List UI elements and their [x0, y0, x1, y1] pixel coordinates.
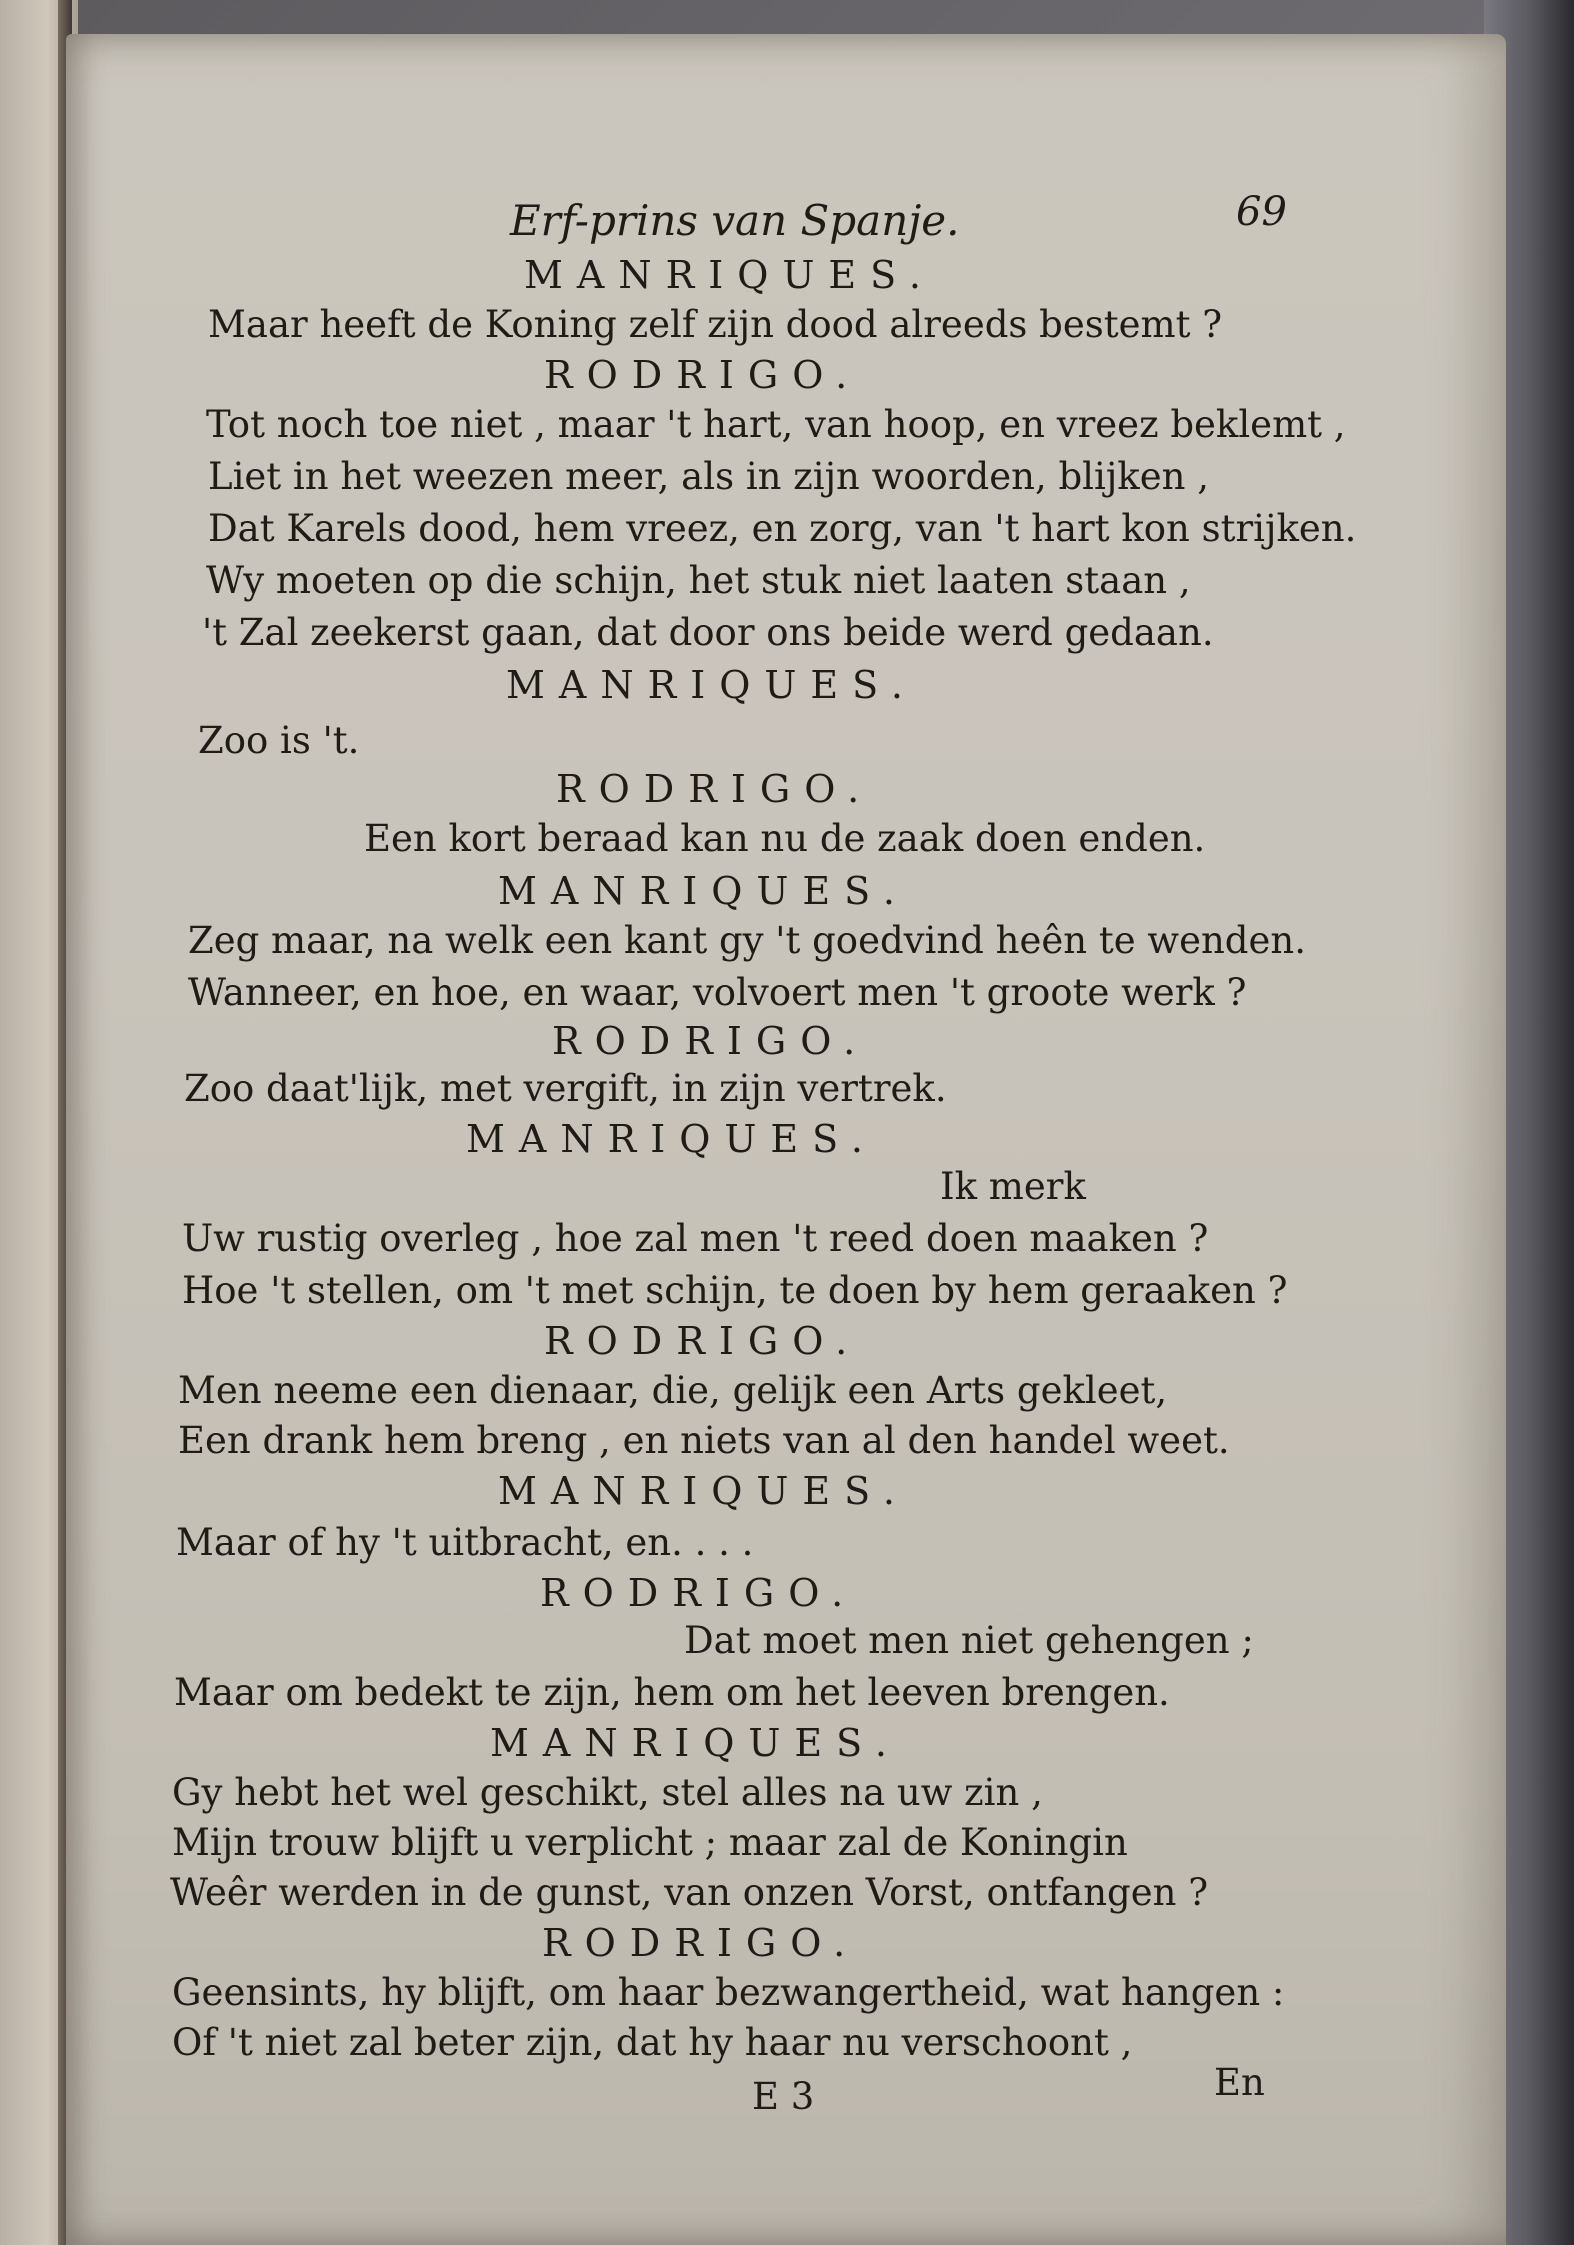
verse-line: 't Zal zeekerst gaan, dat door ons beide werd gedaan. — [202, 611, 1214, 654]
verse-line: Zoo is 't. — [198, 719, 360, 762]
verse-line: Zoo daat'lijk, met vergift, in zijn vertrek. — [184, 1067, 947, 1110]
speaker-heading: MANRIQUES. — [506, 663, 917, 707]
speaker-heading: MANRIQUES. — [498, 1469, 909, 1513]
running-head: Erf-prins van Spanje. — [510, 196, 960, 245]
verse-line: Dat Karels dood, hem vreez, en zorg, van 't hart kon strijken. — [208, 507, 1357, 550]
verse-line: Of 't niet zal beter zijn, dat hy haar nu verschoont , — [172, 2021, 1133, 2064]
verse-line: Gy hebt het wel geschikt, stel alles na uw zin , — [172, 1771, 1043, 1814]
speaker-heading: MANRIQUES. — [466, 1117, 877, 1161]
verse-line: Ik merk — [940, 1165, 1086, 1208]
verse-line: Hoe 't stellen, om 't met schijn, te doen by hem geraaken ? — [182, 1269, 1288, 1312]
speaker-heading: RODRIGO. — [552, 1019, 870, 1063]
speaker-heading: RODRIGO. — [544, 1319, 862, 1363]
verse-line: Liet in het weezen meer, als in zijn woorden, blijken , — [208, 455, 1209, 498]
verse-line: Een kort beraad kan nu de zaak doen enden. — [364, 817, 1206, 860]
verse-line: Tot noch toe niet , maar 't hart, van hoop, en vreez beklemt , — [206, 403, 1346, 446]
speaker-heading: RODRIGO. — [544, 353, 862, 397]
verse-line: Dat moet men niet gehengen ; — [684, 1619, 1254, 1662]
verse-line: Weêr werden in de gunst, van onzen Vorst, ontfangen ? — [170, 1871, 1209, 1914]
speaker-heading: RODRIGO. — [540, 1571, 858, 1615]
book-page — [66, 34, 1506, 2245]
speaker-heading: MANRIQUES. — [490, 1721, 901, 1765]
signature-mark: E 3 — [752, 2075, 815, 2118]
verse-line: Geensints, hy blijft, om haar bezwangertheid, wat hangen : — [172, 1971, 1285, 2014]
verse-line: Zeg maar, na welk een kant gy 't goedvind heên te wenden. — [188, 919, 1306, 962]
verse-line: Uw rustig overleg , hoe zal men 't reed doen maaken ? — [182, 1217, 1209, 1260]
verse-line: Men neeme een dienaar, die, gelijk een Arts gekleet, — [178, 1369, 1168, 1412]
verse-line: Maar om bedekt te zijn, hem om het leeven brengen. — [174, 1671, 1170, 1714]
verse-line: Maar heeft de Koning zelf zijn dood alreeds bestemt ? — [208, 303, 1223, 346]
speaker-heading: MANRIQUES. — [498, 869, 909, 913]
verse-line: Wanneer, en hoe, en waar, volvoert men 't groote werk ? — [188, 971, 1247, 1014]
catchword: En — [1214, 2061, 1265, 2104]
speaker-heading: RODRIGO. — [556, 767, 874, 811]
page-number: 69 — [1236, 189, 1287, 235]
speaker-heading: RODRIGO. — [542, 1921, 860, 1965]
verse-line: Wy moeten op die schijn, het stuk niet laaten staan , — [206, 559, 1191, 602]
verse-line: Mijn trouw blijft u verplicht ; maar zal de Koningin — [172, 1821, 1128, 1864]
verse-line: Maar of hy 't uitbracht, en. . . . — [176, 1521, 754, 1564]
verse-line: Een drank hem breng , en niets van al den handel weet. — [178, 1419, 1230, 1462]
speaker-heading: MANRIQUES. — [524, 253, 935, 297]
